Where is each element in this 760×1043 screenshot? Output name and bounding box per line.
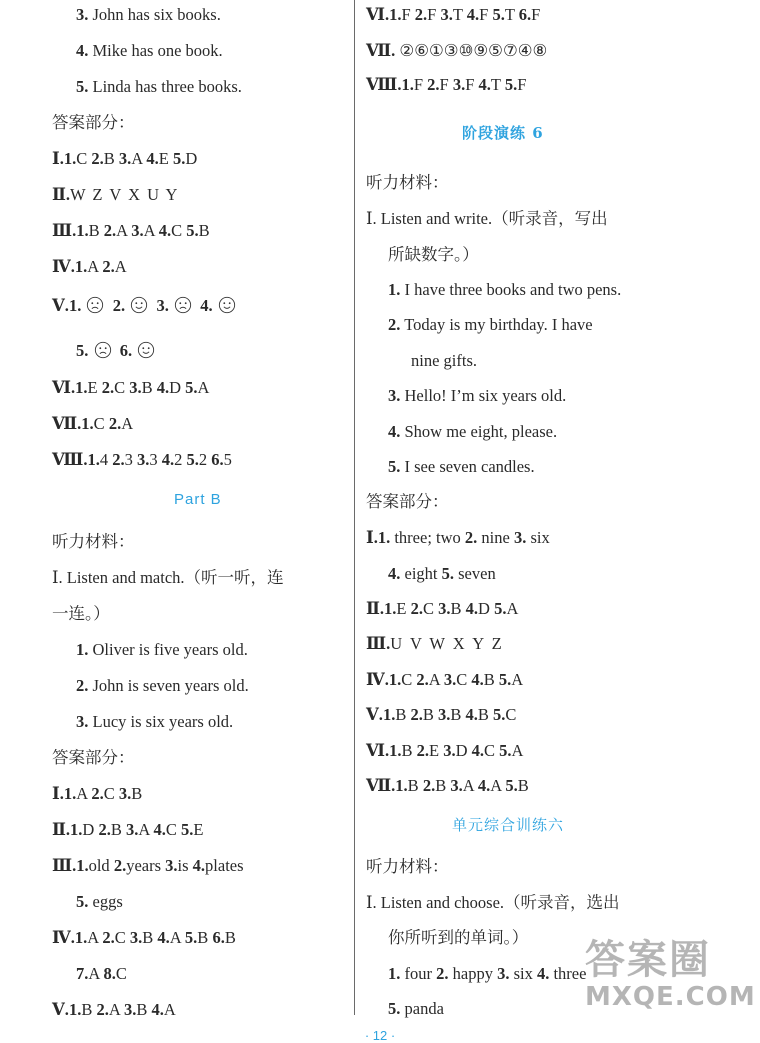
text-line: 5. I see seven candles. xyxy=(388,457,535,476)
section-title: Part B xyxy=(174,491,222,508)
section-title: 阶段演练 6 xyxy=(462,124,544,142)
answer-row: Ⅳ.1.A 2.A xyxy=(52,257,127,276)
text-line: 2. Today is my birthday. I have xyxy=(388,315,593,334)
answer-row: Ⅶ. ②⑥①③⑩⑨⑤⑦④⑧ xyxy=(366,41,548,60)
answer-row: 5. eggs xyxy=(76,892,123,911)
happy-face-icon xyxy=(218,296,236,314)
answer-heading: 答案部分： xyxy=(52,113,135,132)
answer-heading: 答案部分： xyxy=(366,492,449,511)
question-line: Ⅰ. Listen and write.（听录音，写出 xyxy=(366,209,608,228)
answer-row: Ⅱ.W Z V X U Y xyxy=(52,185,178,204)
question-line: 所缺数字。） xyxy=(388,245,479,264)
answer-row: Ⅶ.1.B 2.B 3.A 4.A 5.B xyxy=(366,776,529,795)
sad-face-icon xyxy=(94,341,112,359)
answer-row: Ⅷ.1.4 2.3 3.3 4.2 5.2 6.5 xyxy=(52,450,232,469)
listening-heading: 听力材料： xyxy=(52,532,135,551)
question-line: Ⅰ. Listen and choose.（听录音，选出 xyxy=(366,893,620,912)
answer-row: Ⅰ.1.A 2.C 3.B xyxy=(52,784,143,803)
happy-face-icon xyxy=(130,296,148,314)
answer-row: Ⅷ.1.F 2.F 3.F 4.T 5.F xyxy=(366,75,527,94)
answer-row-faces: 5. 6. xyxy=(76,340,155,362)
listening-heading: 听力材料： xyxy=(366,173,449,192)
text-line: 5. Linda has three books. xyxy=(76,77,242,96)
watermark-url: MXQE.COM xyxy=(585,982,756,1012)
answer-row: 4. eight 5. seven xyxy=(388,564,496,583)
answer-row: Ⅱ.1.E 2.C 3.B 4.D 5.A xyxy=(366,599,519,618)
answer-row: Ⅵ.1.B 2.E 3.D 4.C 5.A xyxy=(366,741,524,760)
text-line: 2. John is seven years old. xyxy=(76,676,249,695)
section-title: 单元综合训练六 xyxy=(452,817,565,834)
answer-row: Ⅲ.1.B 2.A 3.A 4.C 5.B xyxy=(52,221,210,240)
question-line: 一连。） xyxy=(52,604,110,623)
text-line: 3. John has six books. xyxy=(76,5,221,24)
question-line: 你所听到的单词。） xyxy=(388,928,529,947)
watermark-logo: 答案圈 xyxy=(585,937,711,983)
answer-row: 5. panda xyxy=(388,999,444,1018)
answer-row: Ⅱ.1.D 2.B 3.A 4.C 5.E xyxy=(52,820,204,839)
text-line: 4. Show me eight, please. xyxy=(388,422,558,441)
answer-row: Ⅳ.1.A 2.C 3.B 4.A 5.B 6.B xyxy=(52,928,236,947)
text-line: 3. Lucy is six years old. xyxy=(76,712,234,731)
column-divider xyxy=(354,0,355,1015)
text-line: 3. Hello! I’m six years old. xyxy=(388,386,567,405)
text-line: 1. I have three books and two pens. xyxy=(388,280,622,299)
answer-row: Ⅵ.1.E 2.C 3.B 4.D 5.A xyxy=(52,378,210,397)
answer-row: Ⅲ.U V W X Y Z xyxy=(366,634,502,653)
answer-row: Ⅲ.1.old 2.years 3.is 4.plates xyxy=(52,856,244,875)
text-line: 1. Oliver is five years old. xyxy=(76,640,248,659)
question-line: Ⅰ. Listen and match.（听一听，连 xyxy=(52,568,284,587)
answer-row: Ⅴ.1.B 2.A 3.B 4.A xyxy=(52,1000,176,1019)
answer-row-faces: Ⅴ.1. 2. 3. 4. xyxy=(52,295,236,317)
answer-row: Ⅰ.1. three; two 2. nine 3. six xyxy=(366,528,550,547)
text-line: nine gifts. xyxy=(411,351,477,370)
listening-heading: 听力材料： xyxy=(366,857,449,876)
answer-row: Ⅵ.1.F 2.F 3.T 4.F 5.T 6.F xyxy=(366,5,541,24)
answer-row: Ⅳ.1.C 2.A 3.C 4.B 5.A xyxy=(366,670,524,689)
page-number: · 12 · xyxy=(364,1028,396,1043)
answer-row: Ⅴ.1.B 2.B 3.B 4.B 5.C xyxy=(366,705,517,724)
answer-row: Ⅶ.1.C 2.A xyxy=(52,414,134,433)
happy-face-icon xyxy=(137,341,155,359)
answer-heading: 答案部分： xyxy=(52,748,135,767)
watermark xyxy=(585,938,756,1012)
answer-row: 7.A 8.C xyxy=(76,964,127,983)
answer-row: 1. four 2. happy 3. six 4. three xyxy=(388,964,587,983)
answer-row: Ⅰ.1.C 2.B 3.A 4.E 5.D xyxy=(52,149,198,168)
text-line: 4. Mike has one book. xyxy=(76,41,223,60)
sad-face-icon xyxy=(86,296,104,314)
sad-face-icon xyxy=(174,296,192,314)
